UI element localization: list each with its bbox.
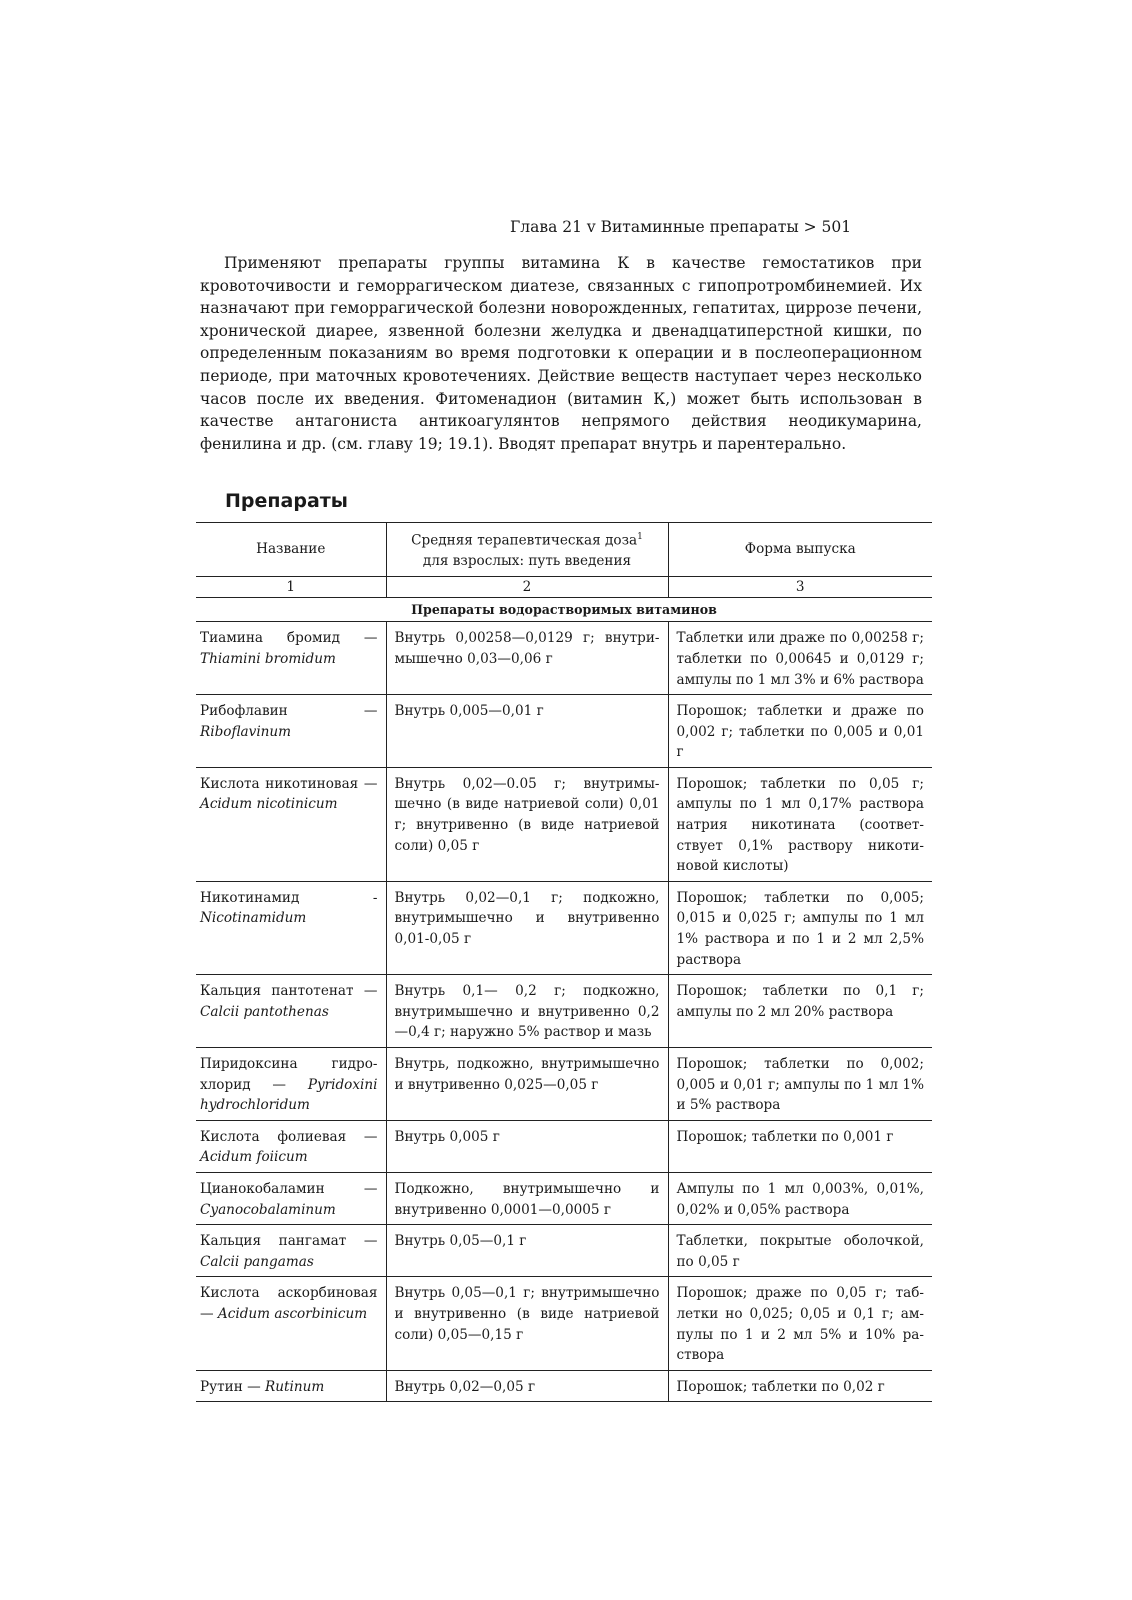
- drug-latin-name: Thiamini bromidum: [200, 650, 336, 667]
- drug-name-cell: [196, 881, 386, 974]
- dose-header-line1: Средняя терапевтическая доза: [411, 532, 638, 549]
- column-header-dose: [386, 523, 668, 577]
- form-cell: Порошок; таблетки по 0,02 г: [668, 1370, 932, 1402]
- drug-name: Рутин —: [200, 1378, 261, 1395]
- drug-name-cell: [196, 975, 386, 1048]
- drug-name-cell: [196, 1120, 386, 1172]
- form-cell: Таблетки или драже по 0,00258 г; таблетки по 0,00645 и 0,0129 г; ампулы по 1 мл 3% и 6% раствора: [668, 622, 932, 695]
- dose-cell: Внутрь 0,00258—0,0129 г; внутримышечно 0,03—0,06 г: [386, 622, 668, 695]
- running-header: Глава 21 v Витаминные препараты > 501: [510, 218, 852, 236]
- form-cell: Порошок; таблетки по 0,005; 0,015 и 0,025 г; ампулы по 1 мл 1% раствора и по 1 и 2 мл 2,5% раствора: [668, 881, 932, 974]
- drug-name: Кальция пантотенат —: [200, 983, 378, 1000]
- dose-cell: Внутрь 0,005 г: [386, 1120, 668, 1172]
- table-row: [196, 695, 932, 768]
- drug-name: Рибофлавин —: [200, 703, 378, 720]
- dose-cell: Подкожно, внутримышечно и внутривенно 0,0001—0,0005 г: [386, 1172, 668, 1224]
- table-row: [196, 622, 932, 695]
- form-cell: Порошок; таблетки по 0,1 г; ампулы по 2 мл 20% раствора: [668, 975, 932, 1048]
- dose-cell: Внутрь 0,02—0,1 г; подкожно, внутримышечно и внутривенно 0,01-0,05 г: [386, 881, 668, 974]
- form-cell: Порошок; таблетки и драже по 0,002 г; таблетки по 0,005 и 0,01 г: [668, 695, 932, 768]
- form-cell: Порошок; таблетки по 0,05 г; ампулы по 1 мл 0,17% раствора натрия никотината (соответствует 0,1% раствору никотиновой кислоты): [668, 767, 932, 881]
- drug-latin-name: Rutinum: [265, 1378, 325, 1395]
- drugs-table: [196, 522, 932, 1402]
- table-row: [196, 1370, 932, 1402]
- dose-header-line2: для взрослых: путь введения: [422, 553, 632, 570]
- drug-name: Кальция пангамат —: [200, 1233, 378, 1250]
- intro-paragraph: Применяют препараты группы витамина К в качестве гемостатиков при кровоточивости и геморрагическом диатезе, связанных с гипопротромбинемией. Их назначают при геморрагической болезни новорожденных, гепатитах, циррозе печени, хронической диарее, язвенной болезни желудка и двенадцатиперстной кишки, по определенным показаниям во время подготовки к операции и в послеоперационном периоде, при маточных кровотечениях. Действие веществ наступает через несколько часов после их введения. Фитоменадион (витамин К,) может быть использован в качестве антагониста антикоагулянтов непрямого действия неодикумарина, фенилина и др. (см. главу 19; 19.1). Вводят препарат внутрь и парентерально.: [200, 254, 922, 453]
- dose-cell: Внутрь 0,05—0,1 г; внутримышечно и внутривенно (в виде натриевой соли) 0,05—0,15 г: [386, 1277, 668, 1370]
- drug-latin-name: Calcii pantothenas: [200, 1003, 329, 1020]
- table-row: [196, 881, 932, 974]
- drug-name: Кислота никотиновая —: [200, 775, 378, 792]
- drug-name-cell: [196, 1370, 386, 1402]
- drug-latin-name: Nicotinamidum: [200, 910, 307, 927]
- drug-name-cell: [196, 1048, 386, 1121]
- table-row: [196, 1172, 932, 1224]
- drug-name: Тиамина бромид —: [200, 630, 378, 647]
- table-row: [196, 1277, 932, 1370]
- drug-name-cell: [196, 695, 386, 768]
- drug-latin-name: Acidum nicotinicum: [200, 796, 338, 813]
- drug-name: Цианокобаламин —: [200, 1180, 378, 1197]
- drug-latin-name: Acidum ascorbinicum: [217, 1305, 368, 1322]
- drug-name: Никотинамид -: [200, 889, 378, 906]
- table-row: [196, 767, 932, 881]
- column-header-name: Название: [196, 523, 386, 577]
- drug-name-cell: [196, 622, 386, 695]
- dose-cell: Внутрь 0,005—0,01 г: [386, 695, 668, 768]
- form-cell: Порошок; таблетки по 0,002; 0,005 и 0,01 г; ампулы по 1 мл 1% и 5% раствора: [668, 1048, 932, 1121]
- dose-cell: Внутрь 0,05—0,1 г: [386, 1225, 668, 1277]
- footnote-mark: 1: [637, 532, 643, 542]
- form-cell: Порошок; таблетки по 0,001 г: [668, 1120, 932, 1172]
- drug-latin-name: Calcii pangamas: [200, 1253, 314, 1270]
- table-row: [196, 1225, 932, 1277]
- form-cell: Порошок; драже по 0,05 г; таблетки но 0,025; 0,05 и 0,1 г; ампулы по 1 и 2 мл 5% и 10% раствора: [668, 1277, 932, 1370]
- group-heading: Препараты водорастворимых витаминов: [196, 597, 932, 622]
- column-number: 3: [668, 576, 932, 597]
- dose-cell: Внутрь 0,1— 0,2 г; подкожно, внутримышечно и внутривенно 0,2—0,4 г; наружно 5% раствор и мазь: [386, 975, 668, 1048]
- table-row: [196, 975, 932, 1048]
- table-row: [196, 1120, 932, 1172]
- table-row: [196, 1048, 932, 1121]
- drug-name: Кислота фолиевая —: [200, 1128, 378, 1145]
- drug-latin-name: Cyanocobalaminum: [200, 1201, 336, 1218]
- drug-latin-name: Pyridoxini hydrochloridum: [200, 1076, 378, 1114]
- drug-name: Кислота аскорбиновая —: [200, 1285, 378, 1322]
- form-cell: Ампулы по 1 мл 0,003%, 0,01%, 0,02% и 0,05% раствора: [668, 1172, 932, 1224]
- drug-name-cell: [196, 1225, 386, 1277]
- drug-latin-name: Riboflavinum: [200, 723, 292, 740]
- dose-cell: Внутрь 0,02—0,05 г: [386, 1370, 668, 1402]
- drug-latin-name: Acidum foiicum: [200, 1149, 308, 1166]
- column-number: 1: [196, 576, 386, 597]
- column-header-form: Форма выпуска: [668, 523, 932, 577]
- dose-cell: Внутрь 0,02—0.05 г; внутримышечно (в виде натриевой соли) 0,01 г; внутривенно (в виде натриевой соли) 0,05 г: [386, 767, 668, 881]
- drug-name-cell: [196, 1172, 386, 1224]
- drug-name-cell: [196, 1277, 386, 1370]
- section-title: Препараты: [225, 490, 348, 512]
- column-number: 2: [386, 576, 668, 597]
- drug-name: Пиридоксина гидрохлорид —: [200, 1056, 378, 1093]
- form-cell: Таблетки, покрытые оболочкой, по 0,05 г: [668, 1225, 932, 1277]
- drug-name-cell: [196, 767, 386, 881]
- dose-cell: Внутрь, подкожно, внутримышечно и внутривенно 0,025—0,05 г: [386, 1048, 668, 1121]
